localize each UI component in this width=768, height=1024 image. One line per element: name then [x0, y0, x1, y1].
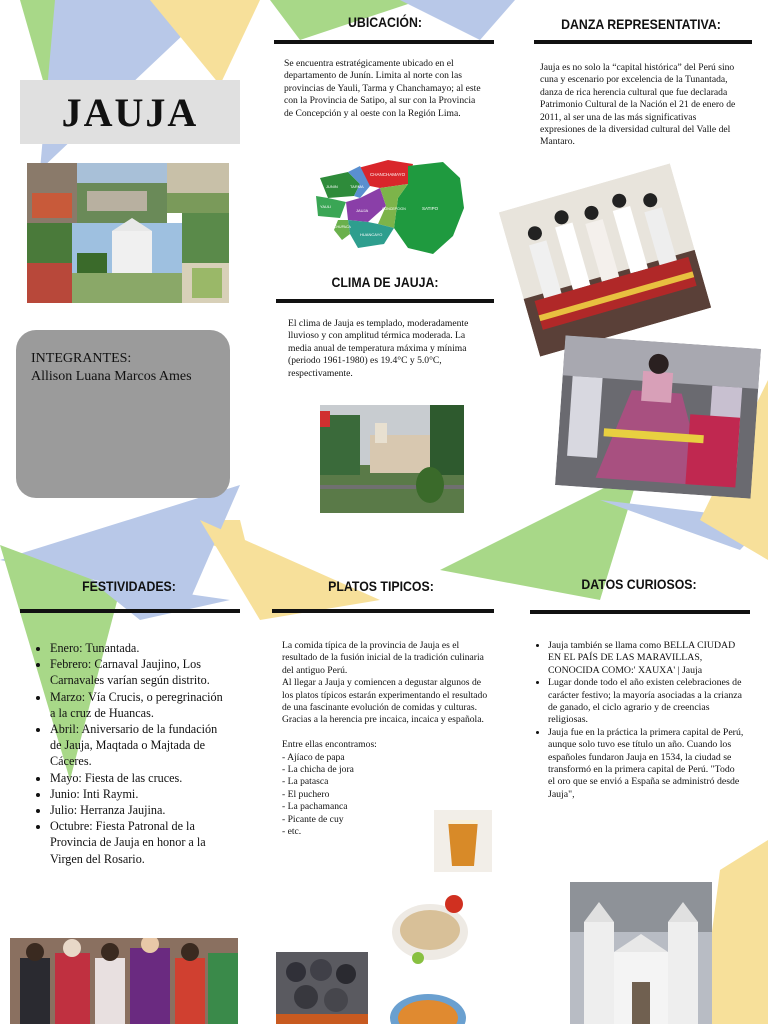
festividad-item: • Mayo: Fiesta de las cruces.	[50, 770, 230, 786]
festividad-item: • Abril: Aniversario de la fundación de Jauja, Maqtada o Majtada de Cáceres.	[50, 721, 230, 770]
jauja-collage-photo	[27, 163, 229, 303]
datos-heading: DATOS CURIOSOS:	[581, 576, 697, 592]
page-title: JAUJA	[61, 89, 199, 135]
yellow-triangle	[200, 520, 380, 620]
ubicacion-heading: UBICACIÓN:	[348, 14, 422, 30]
pachamanca-photo	[276, 952, 368, 1024]
dato-item: • Lugar donde todo el año existen celebraciones de carácter festivo; la mayoría asociadas a la crianza de ganado, el ciclo agrario y de creencias religiosas.	[548, 677, 744, 727]
festividad-item: • Junio: Inti Raymi.	[50, 786, 230, 802]
platos-heading: PLATOS TIPICOS:	[328, 578, 434, 594]
plato-item: - La patasca	[282, 776, 329, 788]
soup-bowl-photo	[388, 892, 474, 968]
plato-item: - La chicha de jora	[282, 764, 354, 776]
ubicacion-rule	[274, 40, 494, 44]
map-label: JAUJA	[356, 208, 369, 213]
datos-list	[528, 640, 744, 801]
junin-map	[308, 158, 468, 260]
title-box	[20, 80, 240, 144]
festividad-item: • Marzo: Vía Crucis, o peregrinación a la cruz de Huancas.	[50, 689, 230, 721]
plato-item: - etc.	[282, 826, 302, 838]
chicha-glass-photo	[434, 810, 492, 872]
integrantes-box	[16, 330, 230, 498]
map-label: YAULI	[320, 204, 332, 209]
map-label: JUNIN	[326, 184, 338, 189]
jauja-plaza-photo	[320, 405, 464, 513]
platos-rule	[272, 609, 494, 613]
festividades-list	[30, 640, 230, 867]
map-label: CHANCHAMAYO	[370, 172, 406, 177]
festividades-rule	[20, 609, 240, 613]
festividades-heading: FESTIVIDADES:	[82, 578, 176, 594]
map-label: HUANCAYO	[360, 232, 383, 237]
cathedral-photo	[570, 882, 712, 1024]
platos-intro-2: Al llegar a Jauja y comiencen a degustar algunos de los platos típicos estarán experimentando el resultado de una fascinante evolución de comidas y culturas. Gracias a la herencia pre incaica, incaica y española.	[282, 677, 488, 726]
festival-crowd-photo	[10, 938, 238, 1024]
danza-heading: DANZA REPRESENTATIVA:	[561, 16, 721, 32]
ubicacion-text: Se encuentra estratégicamente ubicado en el departamento de Junín. Limita al norte con las provincias de Yauli, Tarma y Chanchamayo; al este con la Provincia de Satipo, al sur con la Provincia de Concepción y al oeste con la Región Lima.	[284, 58, 481, 119]
clima-rule	[276, 299, 494, 303]
map-label: CHUPACA	[334, 225, 351, 229]
platos-text	[282, 640, 488, 838]
danza-rule	[534, 40, 752, 44]
plato-item: - El puchero	[282, 788, 330, 800]
map-region-chupaca	[334, 220, 350, 240]
festividad-item: • Octubre: Fiesta Patronal de la Provincia de Jauja en honor a la Virgen del Rosario.	[50, 818, 230, 867]
festival-dancer-photo	[555, 335, 761, 498]
map-label: CONCEPCION	[382, 207, 406, 211]
platos-list-title: Entre ellas encontramos:	[282, 739, 377, 751]
festividad-item: • Enero: Tunantada.	[50, 640, 230, 656]
clima-text: El clima de Jauja es templado, moderadamente lluvioso y con amplitud térmica moderada. La media anual de temperatura máxima y mínima (periodo 1961-1980) es 19.4°C y 5.0°C, respectivamente.	[288, 318, 469, 379]
festividad-item: • Julio: Herranza Jaujina.	[50, 802, 230, 818]
dato-item: • Jauja también se llama como BELLA CIUDAD EN EL PAÍS DE LAS MARAVILLAS, CONOCIDA COMO:' XAUXA' | Jauja	[548, 640, 744, 677]
dato-item: • Jauja fue en la práctica la primera capital de Perú, aunque solo tuvo ese título un año. Cuando los españoles fundaron Jauja en 1534, la ciudad se transformó en la primera capital de Perú. "Todo el oro que se envió a España se administró desde Jauja",	[548, 727, 744, 801]
clima-heading: CLIMA DE JAUJA:	[331, 274, 439, 290]
festividad-item: • Febrero: Carnaval Jaujino, Los Carnavales varían según distrito.	[50, 656, 230, 688]
map-label: SATIPO	[422, 206, 439, 211]
integrantes-name: Allison Luana Marcos Ames	[31, 369, 192, 384]
datos-rule	[530, 610, 750, 614]
platos-intro-1: La comida típica de la provincia de Jauja es el resultado de la fusión inicial de la tradición culinaria del antiguo Perú.	[282, 640, 484, 676]
plato-item: - Ajíaco de papa	[282, 751, 345, 763]
danza-text: Jauja es no solo la “capital histórica” del Perú sino cuna y escenario por excelencia de la Tunantada, danza de rica herencia cultural que fue declarada Patrimonio Cultural de la Nación el 21 de enero de 2011, al ser una de las más significativas expresiones de la diversidad cultural del Valle del Mantaro.	[540, 62, 736, 148]
plato-item: - Picante de cuy	[282, 813, 344, 825]
map-label: TARMA	[350, 184, 364, 189]
integrantes-label: INTEGRANTES:	[31, 351, 132, 366]
plato-item: - La pachamanca	[282, 801, 348, 813]
cuy-dish-photo	[386, 988, 470, 1024]
